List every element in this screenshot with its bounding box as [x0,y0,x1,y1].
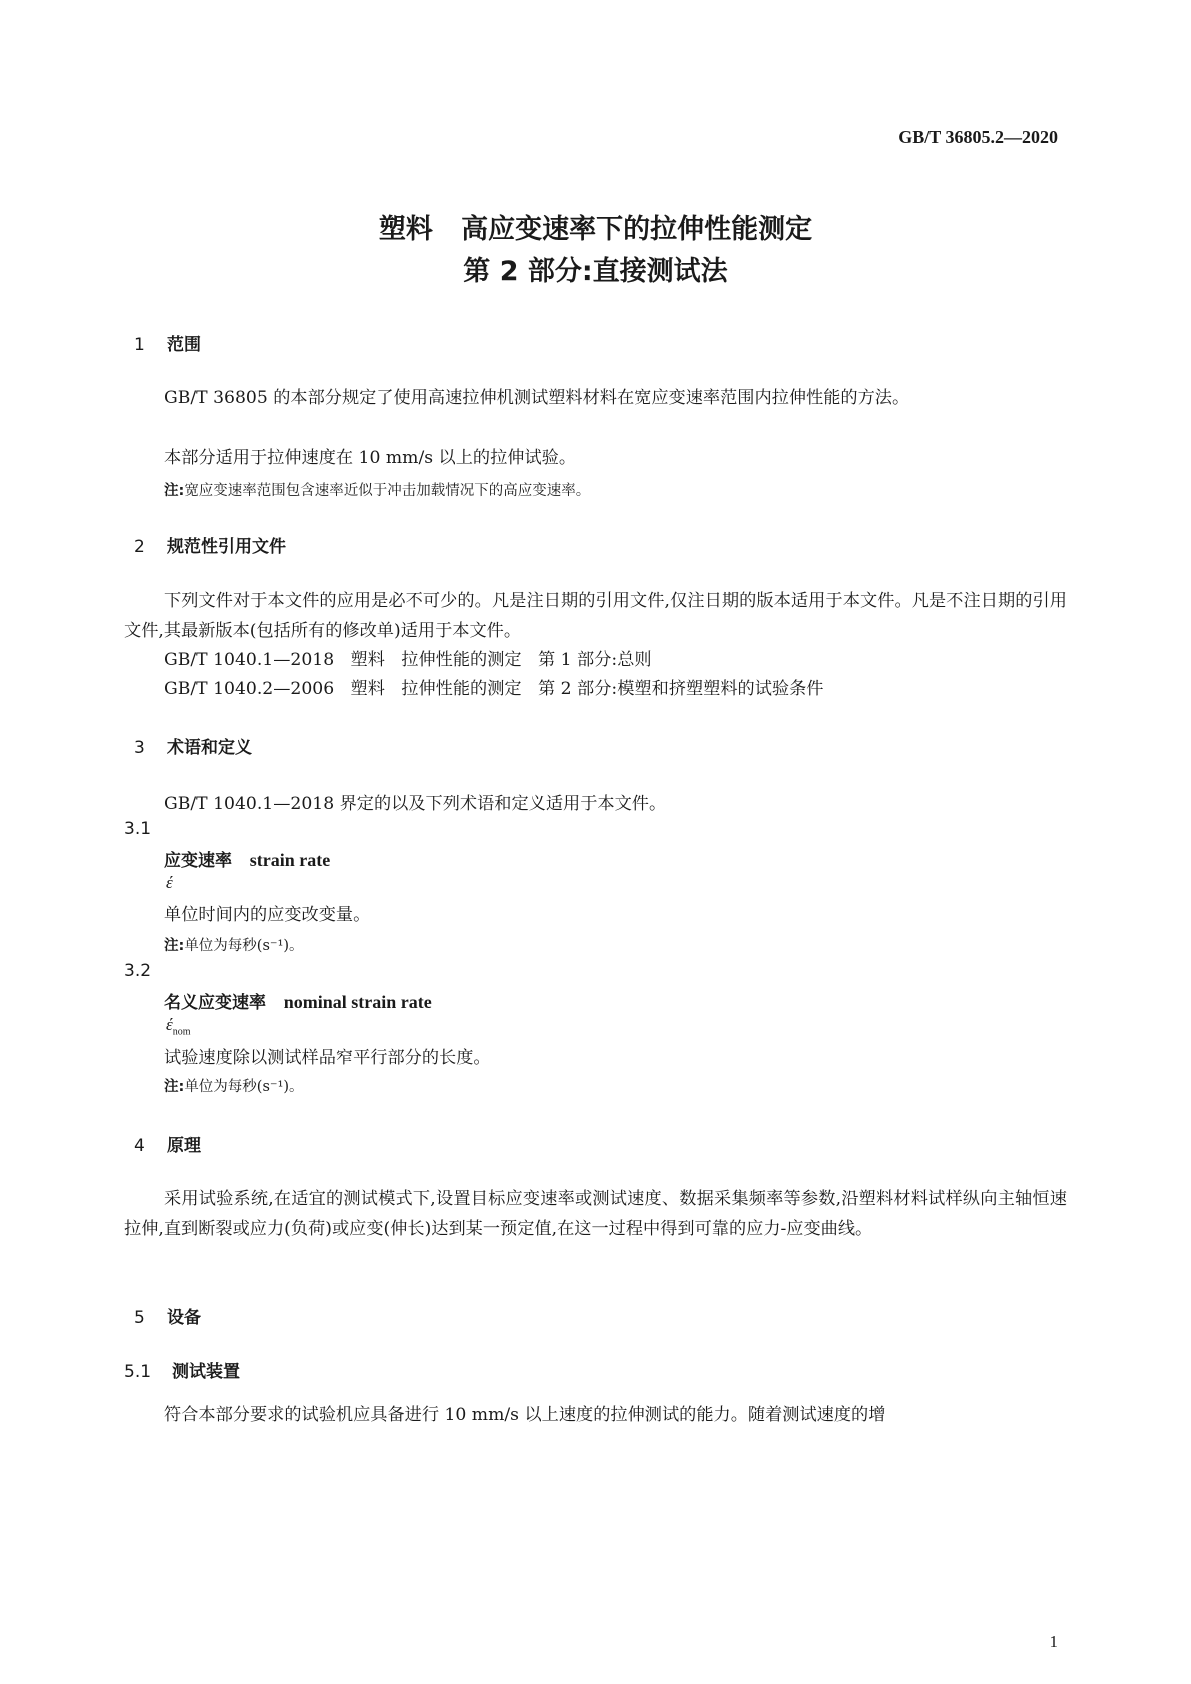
normative-reference-1: GB/T 1040.1—2018 塑料 拉伸性能的测定 第 1 部分:总则 [164,650,652,670]
note-text: 宽应变速率范围包含速率近似于冲击加载情况下的高应变速率。 [184,483,591,499]
term-symbol [166,1015,190,1037]
term-note [164,1075,304,1096]
section-2-paragraph-1: 下列文件对于本文件的应用是必不可少的。凡是注日期的引用文件,仅注日期的版本适用于本文件。凡是不注日期的引用文件,其最新版本(包括所有的修改单)适用于本文件。 [124,591,1067,641]
section-5-heading [134,1303,201,1328]
section-2-heading [134,532,286,557]
term-definition: 单位时间内的应变改变量。 [164,905,371,925]
section-title: 范围 [167,335,201,355]
term-note [164,934,304,955]
section-number: 3 [134,738,145,758]
section-3-heading [134,733,252,758]
section-number: 2 [134,537,145,557]
section-title: 规范性引用文件 [167,537,286,557]
term-name-cn: 应变速率 [164,851,232,871]
document-title-line2: 第 2 部分:直接测试法 [463,256,728,287]
section-number: 4 [134,1136,145,1156]
term-name [164,988,432,1013]
section-4-heading [134,1131,201,1156]
section-1-note [164,479,590,500]
section-title: 原理 [167,1136,201,1156]
section-1-paragraph-2: 本部分适用于拉伸速度在 10 mm/s 以上的拉伸试验。 [164,448,577,468]
document-title-line1: 塑料 高应变速率下的拉伸性能测定 [378,214,813,245]
section-number: 1 [134,335,145,355]
note-text: 单位为每秒(s⁻¹)。 [184,938,304,954]
normative-reference-2: GB/T 1040.2—2006 塑料 拉伸性能的测定 第 2 部分:模塑和挤塑塑料的试验条件 [164,679,824,699]
page-number: 1 [1049,1632,1058,1651]
term-name-en: strain rate [249,850,331,870]
symbol-subscript: nom [172,1026,191,1038]
section-title: 术语和定义 [167,738,252,758]
term-name [164,846,330,871]
term-name-en: nominal strain rate [283,992,432,1012]
section-1-paragraph-1: GB/T 36805 的本部分规定了使用高速拉伸机测试塑料材料在宽应变速率范围内拉伸性能的方法。 [164,388,910,408]
note-text: 单位为每秒(s⁻¹)。 [184,1079,304,1095]
subsection-5-1-heading [124,1357,240,1382]
note-label: 注: [164,483,185,499]
section-number: 5 [134,1308,145,1328]
symbol-char: έ [166,1015,173,1034]
section-3-paragraph-1: GB/T 1040.1—2018 界定的以及下列术语和定义适用于本文件。 [164,794,667,814]
standard-code: GB/T 36805.2—2020 [898,127,1058,147]
section-title: 设备 [167,1308,201,1328]
term-name-cn: 名义应变速率 [164,993,266,1013]
section-5-1-paragraph-1: 符合本部分要求的试验机应具备进行 10 mm/s 以上速度的拉伸测试的能力。随着测试速度的增 [164,1405,886,1425]
section-4-paragraph-1: 采用试验系统,在适宜的测试模式下,设置目标应变速率或测试速度、数据采集频率等参数,沿塑料材料试样纵向主轴恒速拉伸,直到断裂或应力(负荷)或应变(伸长)达到某一预定值,在这一过程中得到可靠的应力-应变曲线。 [124,1189,1067,1239]
note-label: 注: [164,1079,185,1095]
subsection-title: 测试装置 [172,1362,240,1382]
section-1-heading [134,330,201,355]
term-number: 3.1 [124,819,152,839]
term-number: 3.2 [124,961,152,981]
subsection-number: 5.1 [124,1362,152,1382]
term-symbol [166,873,173,893]
note-label: 注: [164,938,185,954]
term-definition: 试验速度除以测试样品窄平行部分的长度。 [164,1048,491,1068]
symbol-char: έ [166,873,173,892]
